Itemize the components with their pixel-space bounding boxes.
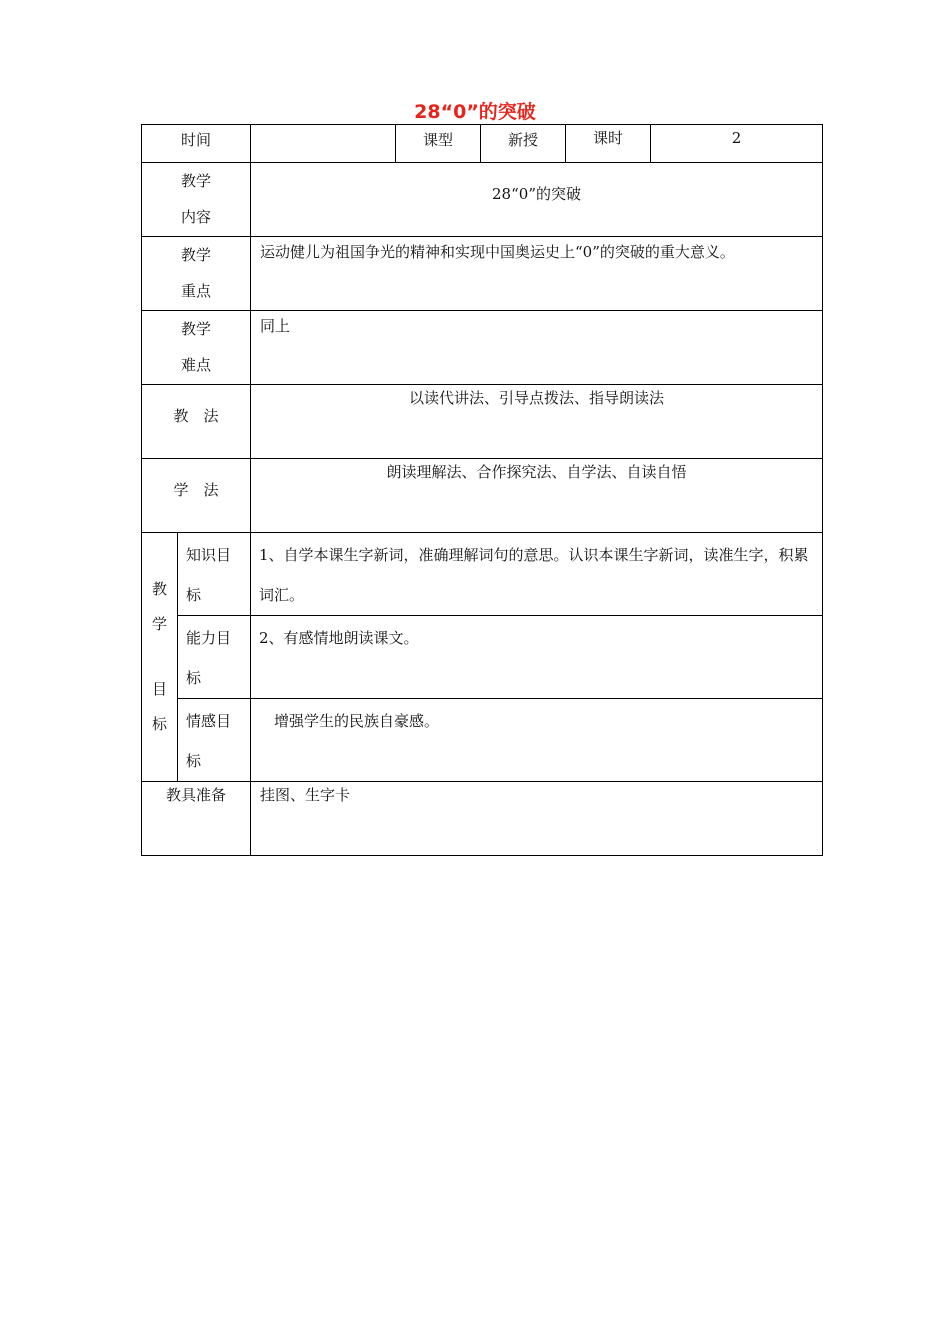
periods-label: 课时 bbox=[566, 125, 651, 163]
lesson-plan-table bbox=[141, 124, 823, 856]
focus-label bbox=[142, 237, 251, 311]
content-label-line-2: 内容 bbox=[180, 208, 211, 226]
content-label-line-1: 教学 bbox=[180, 172, 211, 190]
teaching-method-value: 以读代讲法、引导点拨法、指导朗读法 bbox=[251, 385, 823, 459]
difficulty-label bbox=[142, 311, 251, 385]
header-row bbox=[142, 125, 823, 163]
goals-label-char-2: 学 bbox=[151, 615, 167, 633]
time-value bbox=[251, 125, 396, 163]
difficulty-row bbox=[142, 311, 823, 385]
goals-label-char-4: 标 bbox=[151, 715, 167, 733]
materials-row bbox=[142, 782, 823, 856]
materials-value: 挂图、生字卡 bbox=[251, 782, 823, 856]
knowledge-goal-row bbox=[142, 533, 823, 616]
emotion-goal-label: 情感目标 bbox=[178, 699, 251, 782]
knowledge-goal-value: 1、自学本课生字新词，准确理解词句的意思。认识本课生字新词，读准生字，积累词汇。 bbox=[251, 533, 823, 616]
teaching-method-row bbox=[142, 385, 823, 459]
type-label: 课型 bbox=[396, 125, 481, 163]
focus-row bbox=[142, 237, 823, 311]
materials-label: 教具准备 bbox=[142, 782, 251, 856]
learning-method-label: 学 法 bbox=[142, 459, 251, 533]
goals-label bbox=[142, 533, 178, 782]
focus-label-line-2: 重点 bbox=[180, 282, 211, 300]
page-title: 28“0”的突破 bbox=[414, 101, 536, 123]
periods-value: 2 bbox=[651, 125, 823, 163]
goals-label-char-1: 教 bbox=[151, 580, 167, 598]
content-value: 28“0”的突破 bbox=[251, 163, 823, 237]
goals-label-gap bbox=[142, 642, 177, 672]
time-label: 时间 bbox=[142, 125, 251, 163]
knowledge-goal-label: 知识目标 bbox=[178, 533, 251, 616]
teaching-method-label: 教 法 bbox=[142, 385, 251, 459]
learning-method-value: 朗读理解法、合作探究法、自学法、自读自悟 bbox=[251, 459, 823, 533]
difficulty-label-line-1: 教学 bbox=[180, 320, 211, 338]
ability-goal-value: 2、有感情地朗读课文。 bbox=[251, 616, 823, 699]
learning-method-row bbox=[142, 459, 823, 533]
emotion-goal-row bbox=[142, 699, 823, 782]
focus-label-line-1: 教学 bbox=[180, 246, 211, 264]
difficulty-value: 同上 bbox=[251, 311, 823, 385]
ability-goal-row bbox=[142, 616, 823, 699]
emotion-goal-value: 增强学生的民族自豪感。 bbox=[251, 699, 823, 782]
type-value: 新授 bbox=[481, 125, 566, 163]
content-row bbox=[142, 163, 823, 237]
content-label bbox=[142, 163, 251, 237]
focus-value: 运动健儿为祖国争光的精神和实现中国奥运史上“0”的突破的重大意义。 bbox=[251, 237, 823, 311]
difficulty-label-line-2: 难点 bbox=[180, 356, 211, 374]
goals-label-char-3: 目 bbox=[151, 680, 167, 698]
ability-goal-label: 能力目标 bbox=[178, 616, 251, 699]
